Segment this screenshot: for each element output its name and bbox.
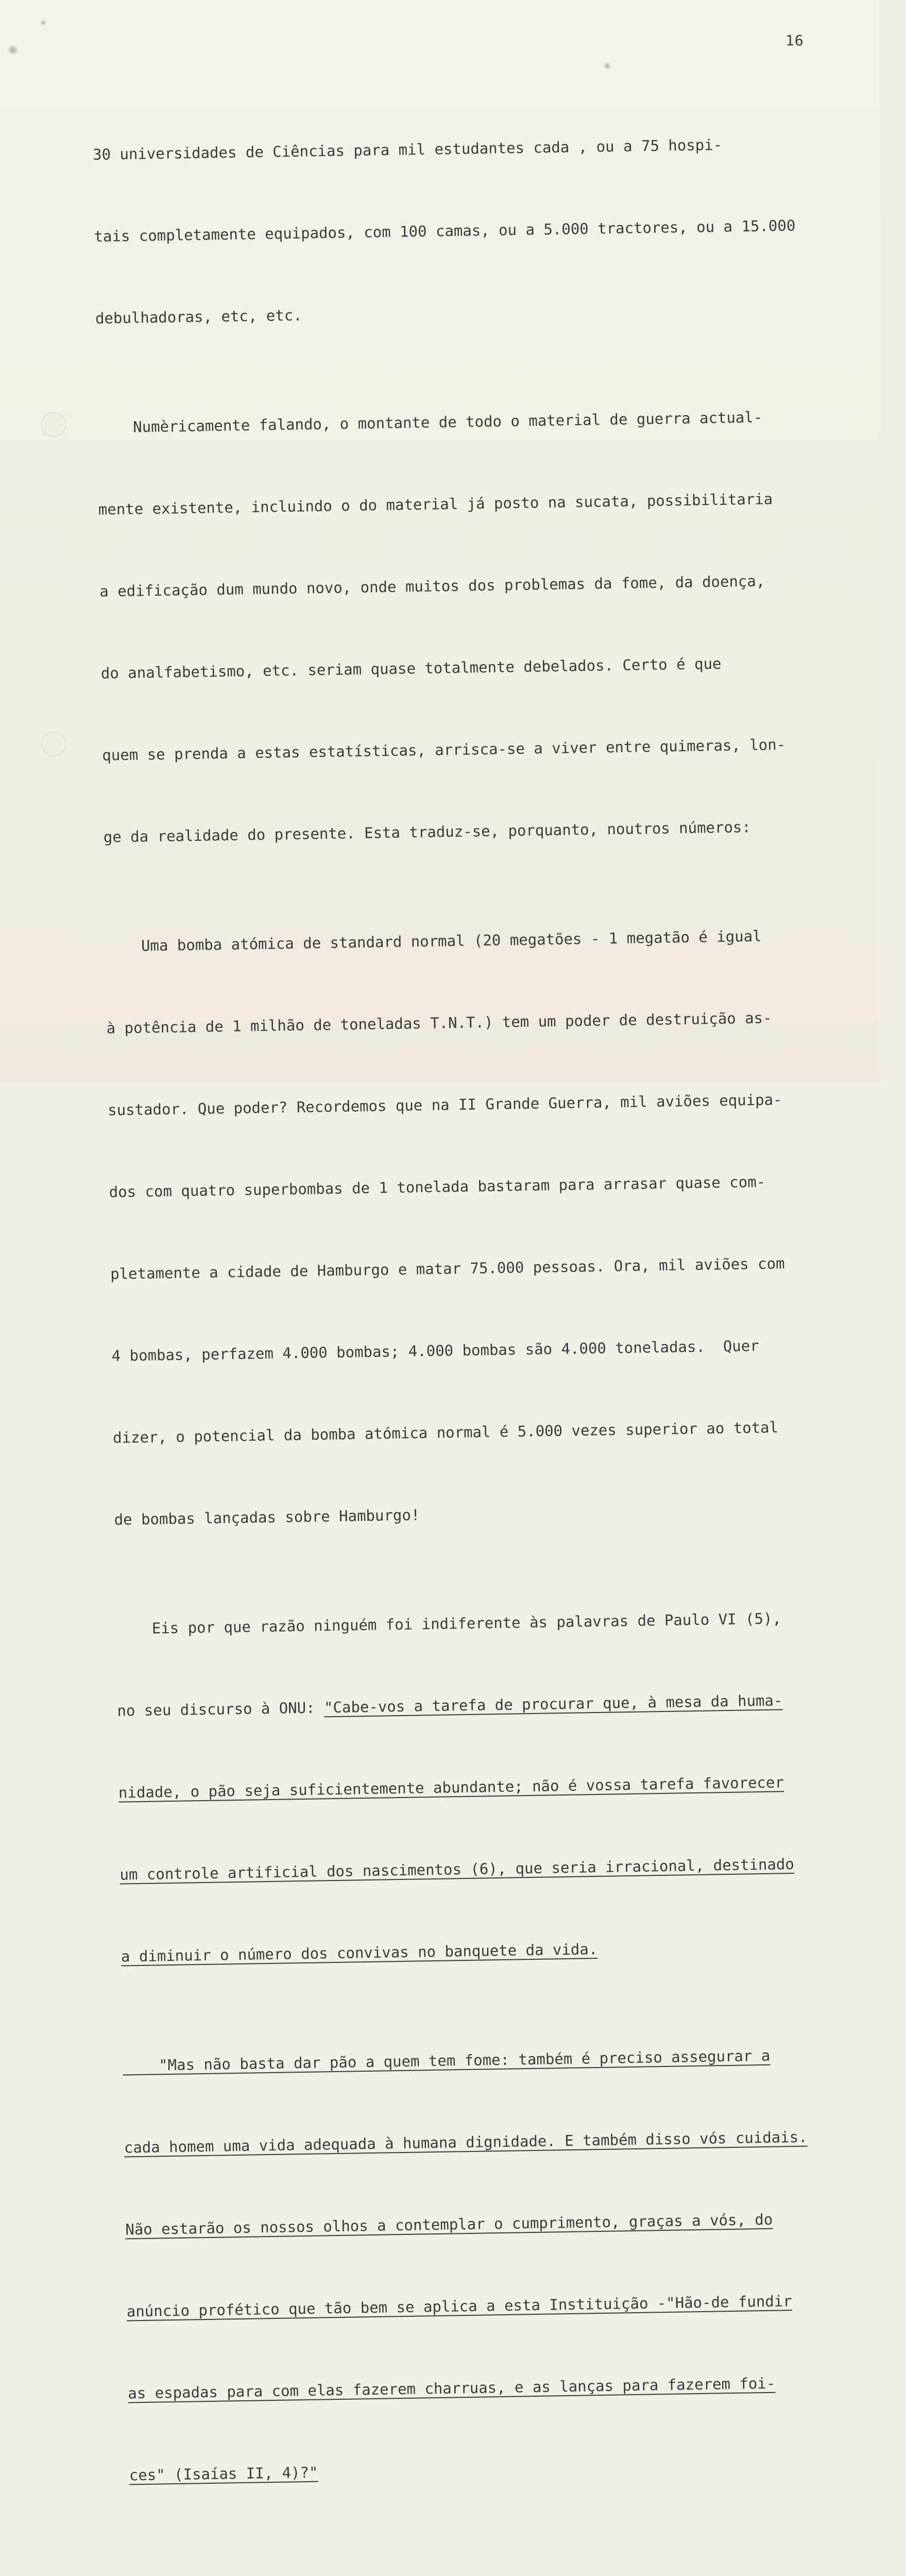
underlined-quote: um controle artificial dos nascimentos (6), que seria irracional, destinado xyxy=(119,1855,795,1884)
underlined-quote: anúncio profético que tão bem se aplica a esta Instituição -"Hão-de fundir xyxy=(126,2292,792,2320)
text-line: Eis por que razão ninguém foi indiferente às palavras de Paulo VI (5), xyxy=(115,1609,782,1638)
quote-line xyxy=(129,2450,897,2489)
ink-smudge xyxy=(7,44,19,56)
text-line: à potência de 1 milhão de toneladas T.N.T.) tem um poder de destruição as- xyxy=(106,1009,772,1037)
text-line: quem se prenda a estas estatísticas, arrisca-se a viver entre quimeras, lon- xyxy=(102,735,786,764)
underlined-quote: cada homem uma vida adequada à humana dignidade. E também disso vós cuidais. xyxy=(124,2128,808,2157)
punch-hole xyxy=(41,412,66,437)
text-line: Uma bomba atómica de standard normal (20 megatões - 1 megatão é igual xyxy=(105,927,762,955)
underlined-quote: Não estarão os nossos olhos a contemplar o cumprimento, graças a vós, do xyxy=(125,2210,773,2239)
page-number: 16 xyxy=(785,32,804,49)
text-line: 30 universidades de Ciências para mil estudantes cada , ou a 75 hospi- xyxy=(92,135,723,163)
text-line: do analfabetismo, etc. seriam quase totalmente debelados. Certo é que xyxy=(100,654,722,682)
quote-line xyxy=(128,2368,896,2407)
underlined-quote: ces" (Isaías II, 4)?" xyxy=(129,2463,318,2484)
underlined-quote: as espadas para com elas fazerem charruas, e as lanças para fazerem foi- xyxy=(128,2374,776,2402)
text-line: mente existente, incluindo o do material já posto na sucata, possibilitaria xyxy=(98,490,773,518)
punch-hole xyxy=(41,732,66,756)
text-line: sustador. Que poder? Recordemos que na II Grande Guerra, mil aviões equipa- xyxy=(107,1091,782,1119)
text-line: de bombas lançadas sobre Hamburgo! xyxy=(114,1506,420,1529)
quote-line xyxy=(121,1931,889,1970)
underlined-quote: "Mas não basta dar pão a quem tem fome: também é preciso assegurar a xyxy=(123,2046,771,2075)
text-line: 4 bombas, perfazem 4.000 bombas; 4.000 bombas são 4.000 toneladas. Quer xyxy=(111,1336,759,1365)
text-line: a edificação dum mundo novo, onde muitos dos problemas da fome, da doença, xyxy=(99,572,765,600)
ink-smudge xyxy=(603,63,612,69)
quote-line xyxy=(117,1685,885,1724)
underlined-quote: a diminuir o número dos convivas no banquete da vida. xyxy=(121,1940,598,1965)
text-line: tais completamente equipados, com 100 camas, ou a 5.000 tractores, ou a 15.000 xyxy=(94,216,796,245)
underlined-quote: "Cabe-vos a tarefa de procurar que, à mesa da huma- xyxy=(323,1691,783,1717)
quote-line xyxy=(126,2286,894,2325)
ink-smudge xyxy=(40,20,46,26)
text-line: ge da realidade do presente. Esta traduz-se, porquanto, noutros números: xyxy=(103,818,751,846)
quote-line xyxy=(118,1767,886,1806)
quote-line xyxy=(125,2204,893,2243)
text-line: debulhadoras, etc, etc. xyxy=(95,306,302,327)
text-line: dizer, o potencial da bomba atómica normal é 5.000 vezes superior ao total xyxy=(112,1418,779,1447)
text-line: dos com quatro superbombas de 1 tonelada bastaram para arrasar quase com- xyxy=(109,1173,766,1201)
quote-line xyxy=(119,1849,887,1888)
underlined-quote: nidade, o pão seja suficientemente abundante; não é vossa tarefa favorecer xyxy=(118,1773,784,1802)
text-line: pletamente a cidade de Hamburgo e matar 75.000 pessoas. Ora, mil aviões com xyxy=(110,1255,785,1283)
quote-lead: no seu discurso à ONU: xyxy=(117,1699,324,1720)
typed-text-body xyxy=(92,75,906,2576)
text-line: Numèricamente falando, o montante de todo o material de guerra actual- xyxy=(97,408,763,436)
quote-line xyxy=(123,2040,891,2079)
quote-line xyxy=(124,2122,892,2161)
